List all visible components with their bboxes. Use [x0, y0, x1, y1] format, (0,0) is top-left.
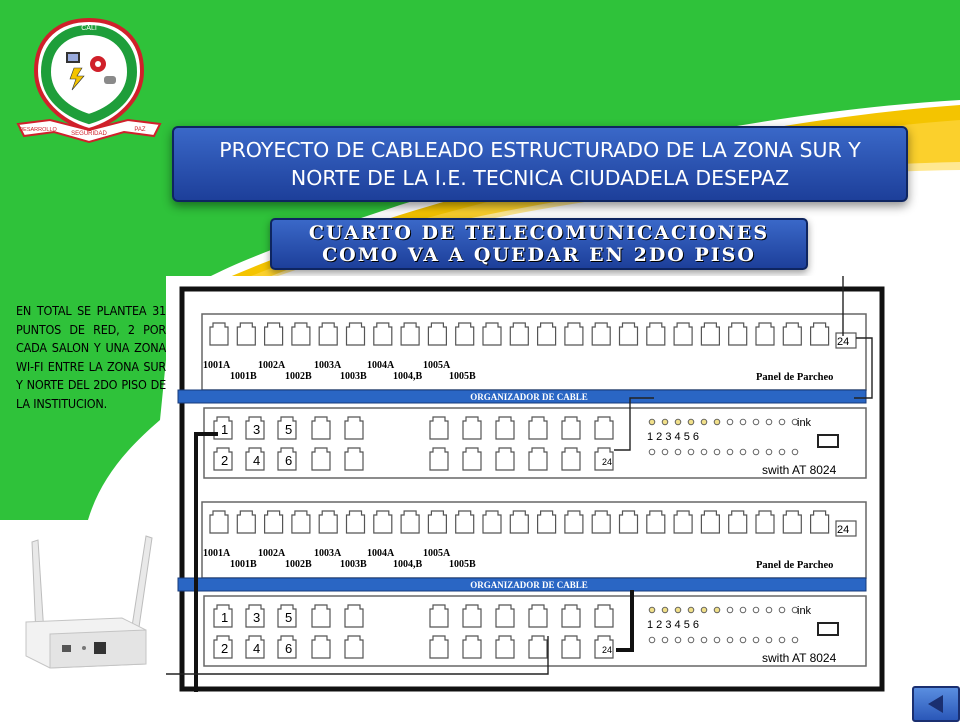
- patch-port: [483, 511, 501, 533]
- status-led: [688, 607, 694, 613]
- led-number-labels: 1 2 3 4 5 6: [647, 431, 699, 443]
- switch-port-label: 1: [221, 422, 229, 437]
- switch-port: [345, 636, 363, 658]
- console-port: [818, 623, 838, 635]
- status-led: [662, 607, 668, 613]
- status-led: [727, 607, 733, 613]
- status-led: [701, 607, 707, 613]
- status-led: [740, 449, 746, 455]
- switch-port-label: 4: [253, 453, 261, 468]
- room-label-a: 1002A: [258, 360, 286, 371]
- status-led: [649, 419, 655, 425]
- switch-port: [430, 636, 448, 658]
- link-label: ink: [797, 605, 812, 617]
- switch-port: [430, 605, 448, 627]
- status-led: [662, 449, 668, 455]
- room-label-b: 1003B: [340, 559, 367, 570]
- patch-port: [456, 511, 474, 533]
- patch-port: [237, 323, 255, 345]
- status-led: [688, 637, 694, 643]
- switch-port-label: 3: [253, 610, 261, 625]
- switch-port-label: 5: [285, 610, 293, 625]
- status-led: [766, 607, 772, 613]
- status-led: [753, 449, 759, 455]
- patch-port: [401, 323, 419, 345]
- patch-panel-name: Panel de Parcheo: [756, 372, 834, 383]
- logo-ribbon-2: SEGURIDAD: [71, 131, 107, 137]
- description-text: EN TOTAL SE PLANTEA 31 PUNTOS DE RED, 2 POR CADA SALON Y UNA ZONA WI-FI ENTRE LA ZONA SUR Y NORTE DEL 2DO PISO DE LA INSTITUCION.: [16, 303, 166, 411]
- patch-port: [783, 323, 801, 345]
- status-led: [714, 449, 720, 455]
- patch-port: [319, 511, 337, 533]
- patch-port: [565, 511, 583, 533]
- switch-port: [529, 636, 547, 658]
- status-led: [688, 449, 694, 455]
- switch-port: [529, 417, 547, 439]
- room-label-b: 1005B: [449, 559, 476, 570]
- router-power-port: [62, 645, 71, 652]
- patch-port: [620, 323, 638, 345]
- switch-port: [430, 448, 448, 470]
- patch-port: [265, 511, 283, 533]
- status-led: [792, 637, 798, 643]
- status-led: [779, 419, 785, 425]
- patch-port: [538, 511, 556, 533]
- patch-port: [510, 323, 528, 345]
- patch-port: [701, 323, 719, 345]
- status-led: [701, 637, 707, 643]
- patch-port: [783, 511, 801, 533]
- status-led: [779, 449, 785, 455]
- cable-organizer-label: ORGANIZADOR DE CABLE: [470, 580, 588, 590]
- room-label-a: 1005A: [423, 360, 451, 371]
- status-led: [649, 449, 655, 455]
- switch-port-label: 5: [285, 422, 293, 437]
- status-led: [753, 607, 759, 613]
- patch-port: [592, 511, 610, 533]
- computer-icon: [66, 52, 80, 63]
- patch-port: [347, 511, 365, 533]
- switch-port: [496, 605, 514, 627]
- telecom-room-diagram: [166, 276, 886, 692]
- switch-port-label: 6: [285, 641, 293, 656]
- switch-port: [345, 417, 363, 439]
- status-led: [766, 637, 772, 643]
- switch-port-label: 6: [285, 453, 293, 468]
- status-led: [727, 637, 733, 643]
- switch-port: [562, 417, 580, 439]
- status-led: [766, 449, 772, 455]
- led-number-labels: 1 2 3 4 5 6: [647, 619, 699, 631]
- status-led: [688, 419, 694, 425]
- patch-port: [428, 511, 446, 533]
- room-label-b: 1005B: [449, 371, 476, 382]
- patch-port: [292, 511, 310, 533]
- patch-port: [592, 323, 610, 345]
- patch-port: [729, 323, 747, 345]
- switch-port: [463, 636, 481, 658]
- router-lan-port: [94, 642, 106, 654]
- patch-port-24-label: 24: [837, 336, 850, 348]
- subtitle-banner: [270, 218, 808, 270]
- patch-port: [647, 511, 665, 533]
- patch-port: [811, 511, 829, 533]
- patch-port: [811, 323, 829, 345]
- patch-port: [401, 511, 419, 533]
- room-label-a: 1001A: [203, 360, 231, 371]
- switch-port-label: 1: [221, 610, 229, 625]
- gear-icon: [90, 56, 106, 72]
- status-led: [675, 637, 681, 643]
- patch-port: [674, 323, 692, 345]
- status-led: [675, 607, 681, 613]
- link-label: ink: [797, 417, 812, 429]
- status-led: [740, 637, 746, 643]
- subtitle-line-1: CUARTO DE TELECOMUNICACIONES: [308, 222, 770, 244]
- logo-ribbon-3: PAZ: [134, 127, 146, 133]
- switch-name: swith AT 8024: [762, 651, 837, 665]
- patch-port: [756, 511, 774, 533]
- switch-port-label: 3: [253, 422, 261, 437]
- patch-port: [456, 323, 474, 345]
- room-label-a: 1005A: [423, 548, 451, 559]
- switch-port: [345, 448, 363, 470]
- wifi-router: [18, 530, 156, 670]
- patch-port: [210, 323, 228, 345]
- patch-port: [538, 323, 556, 345]
- switch-name: swith AT 8024: [762, 463, 837, 477]
- status-led: [701, 419, 707, 425]
- switch-port-24-label: 24: [602, 645, 613, 655]
- switch-port: [562, 448, 580, 470]
- patch-port: [237, 511, 255, 533]
- switch-port: [562, 605, 580, 627]
- switch-port: [595, 605, 613, 627]
- patch-port: [292, 323, 310, 345]
- patch-port: [565, 323, 583, 345]
- switch-port: [595, 417, 613, 439]
- status-led: [779, 637, 785, 643]
- status-led: [714, 419, 720, 425]
- status-led: [701, 449, 707, 455]
- switch-port-label: 2: [221, 453, 229, 468]
- status-led: [779, 607, 785, 613]
- room-label-a: 1003A: [314, 360, 342, 371]
- switch-port: [496, 417, 514, 439]
- status-led: [753, 419, 759, 425]
- status-led: [727, 419, 733, 425]
- patch-port: [674, 511, 692, 533]
- logo-top-text: CALI: [81, 25, 97, 32]
- room-label-b: 1004,B: [393, 559, 423, 570]
- status-led: [753, 637, 759, 643]
- switch-port: [529, 605, 547, 627]
- patch-port: [510, 511, 528, 533]
- room-label-a: 1004A: [367, 548, 395, 559]
- status-led: [714, 637, 720, 643]
- status-led: [740, 607, 746, 613]
- console-port: [818, 435, 838, 447]
- status-led: [662, 637, 668, 643]
- patch-port: [620, 511, 638, 533]
- switch-port: [430, 417, 448, 439]
- status-led: [766, 419, 772, 425]
- room-label-b: 1003B: [340, 371, 367, 382]
- switch-port: [496, 448, 514, 470]
- switch-port: [312, 417, 330, 439]
- patch-port: [210, 511, 228, 533]
- switch-port: [562, 636, 580, 658]
- cable-organizer-label: ORGANIZADOR DE CABLE: [470, 392, 588, 402]
- room-label-a: 1001A: [203, 548, 231, 559]
- room-label-a: 1004A: [367, 360, 395, 371]
- patch-port: [347, 323, 365, 345]
- patch-port-24-label: 24: [837, 524, 850, 536]
- switch-port: [529, 448, 547, 470]
- status-led: [714, 607, 720, 613]
- room-label-b: 1001B: [230, 371, 257, 382]
- patch-port: [374, 511, 392, 533]
- status-led: [675, 449, 681, 455]
- patch-port: [647, 323, 665, 345]
- school-logo: [14, 16, 164, 144]
- room-label-b: 1004,B: [393, 371, 423, 382]
- switch-port: [463, 417, 481, 439]
- switch-port: [496, 636, 514, 658]
- status-led: [649, 607, 655, 613]
- title-line-1: PROYECTO DE CABLEADO ESTRUCTURADO DE LA ZONA SUR Y: [219, 138, 861, 162]
- status-led: [792, 449, 798, 455]
- patch-port: [756, 323, 774, 345]
- status-led: [675, 419, 681, 425]
- antenna-right: [131, 536, 152, 634]
- title-line-2: NORTE DE LA I.E. TECNICA CIUDADELA DESEPAZ: [290, 166, 790, 190]
- switch-port-24-label: 24: [602, 457, 613, 467]
- patch-port: [428, 323, 446, 345]
- hand-icon: [104, 76, 116, 84]
- title-banner: [172, 126, 908, 202]
- patch-port: [319, 323, 337, 345]
- room-label-b: 1001B: [230, 559, 257, 570]
- back-button[interactable]: [912, 686, 960, 722]
- room-label-a: 1003A: [314, 548, 342, 559]
- patch-port: [265, 323, 283, 345]
- patch-port: [374, 323, 392, 345]
- switch-port: [312, 605, 330, 627]
- switch-port: [312, 636, 330, 658]
- status-led: [740, 419, 746, 425]
- switch-port: [345, 605, 363, 627]
- switch-port: [312, 448, 330, 470]
- patch-panel-name: Panel de Parcheo: [756, 560, 834, 571]
- switch-port-label: 2: [221, 641, 229, 656]
- status-led: [727, 449, 733, 455]
- room-label-b: 1002B: [285, 559, 312, 570]
- switch-port: [463, 448, 481, 470]
- room-label-b: 1002B: [285, 371, 312, 382]
- status-led: [649, 637, 655, 643]
- switch-port: [463, 605, 481, 627]
- subtitle-line-2: COMO VA A QUEDAR EN 2DO PISO: [322, 244, 756, 266]
- patch-port: [483, 323, 501, 345]
- room-label-a: 1002A: [258, 548, 286, 559]
- patch-port: [701, 511, 719, 533]
- triangle-left-icon: [925, 693, 947, 715]
- status-led: [662, 419, 668, 425]
- patch-port: [729, 511, 747, 533]
- logo-ribbon-1: DESARROLLO: [19, 127, 57, 133]
- switch-port-label: 4: [253, 641, 261, 656]
